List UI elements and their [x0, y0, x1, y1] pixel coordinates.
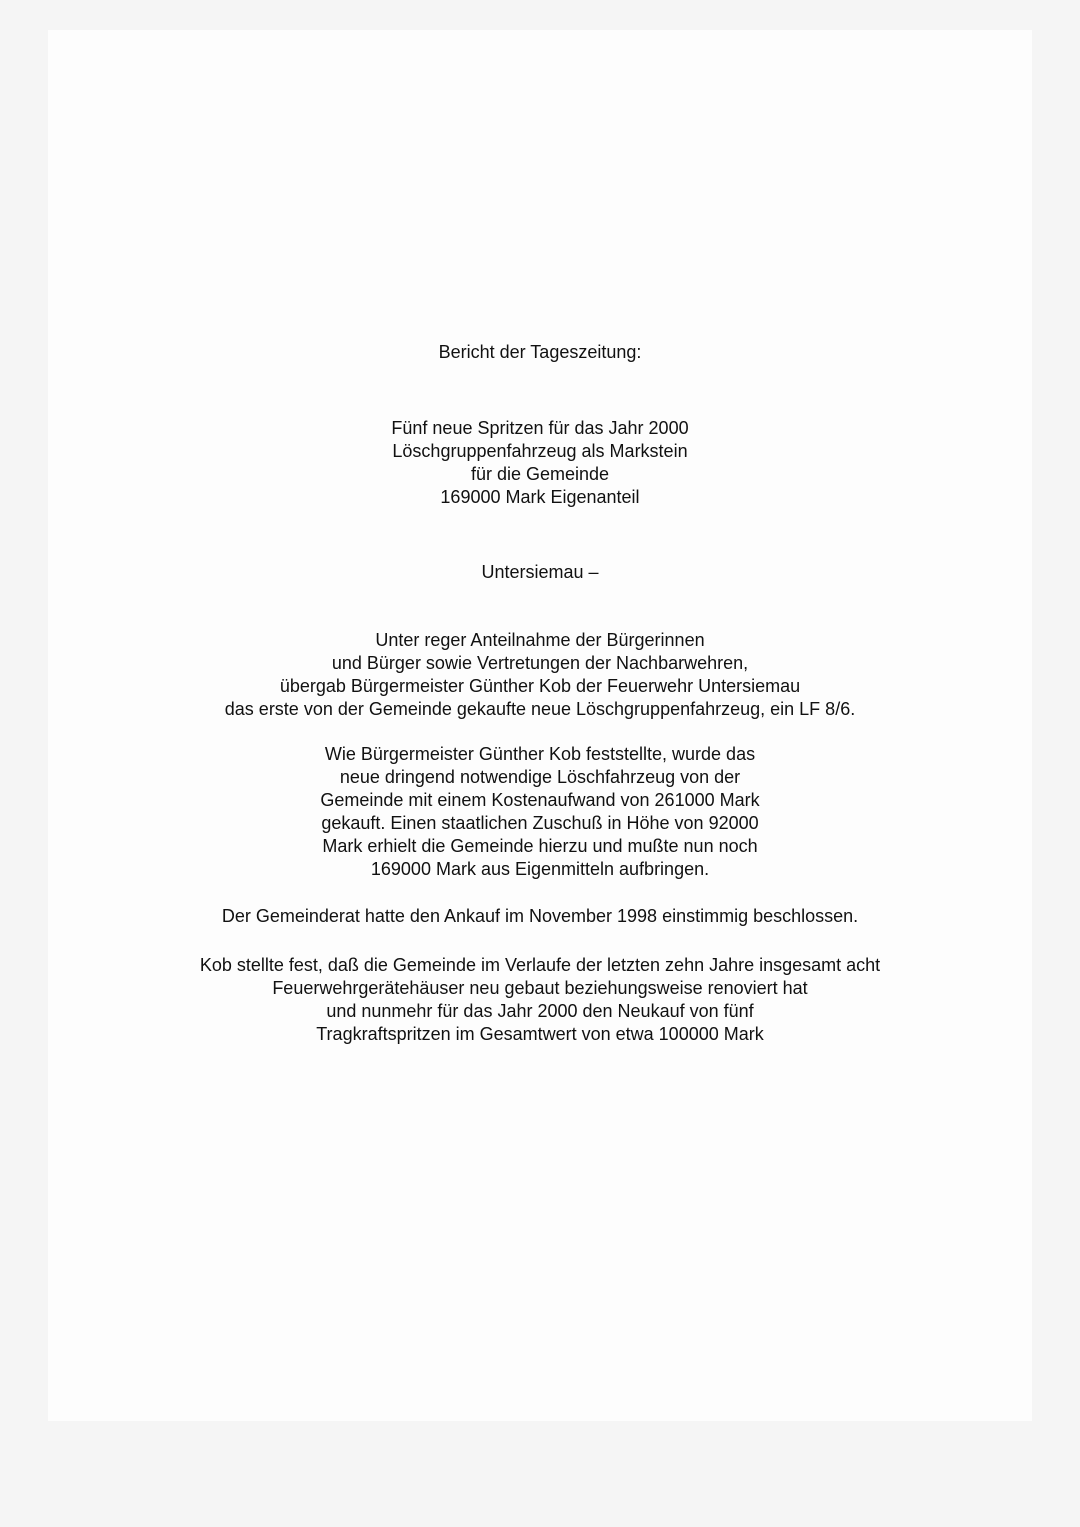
paragraph-line: Mark erhielt die Gemeinde hierzu und mußte nun noch [322, 836, 758, 856]
paragraph-fire-houses [0, 954, 1080, 1046]
paragraph-line: Kob stellte fest, daß die Gemeinde im Verlaufe der letzten zehn Jahre insgesamt acht [199, 955, 881, 975]
headline [0, 417, 1080, 509]
paragraph-council-decision [0, 905, 1080, 928]
paragraph-line: 169000 Mark aus Eigenmitteln aufbringen. [370, 859, 710, 879]
headline-line: 169000 Mark Eigenanteil [440, 487, 640, 507]
paragraph-line: das erste von der Gemeinde gekaufte neue Löschgruppenfahrzeug, ein LF 8/6. [224, 699, 856, 719]
headline-line: für die Gemeinde [470, 464, 610, 484]
paragraph-line: neue dringend notwendige Löschfahrzeug von der [339, 767, 741, 787]
paragraph-line: übergab Bürgermeister Günther Kob der Feuerwehr Untersiemau [279, 676, 801, 696]
paragraph-costs [0, 743, 1080, 881]
report-label-text: Bericht der Tageszeitung: [438, 342, 642, 362]
paragraph-line: und Bürger sowie Vertretungen der Nachbarwehren, [331, 653, 749, 673]
paragraph-handover [0, 629, 1080, 721]
dateline-text: Untersiemau – [481, 562, 599, 582]
paragraph-line: gekauft. Einen staatlichen Zuschuß in Höhe von 92000 [321, 813, 759, 833]
paragraph-line: Tragkraftspritzen im Gesamtwert von etwa 100000 Mark [316, 1024, 764, 1044]
paragraph-line: Wie Bürgermeister Günther Kob feststellte, wurde das [324, 744, 756, 764]
paragraph-line: Der Gemeinderat hatte den Ankauf im November 1998 einstimmig beschlossen. [221, 906, 859, 926]
headline-line: Löschgruppenfahrzeug als Markstein [392, 441, 688, 461]
report-label [0, 341, 1080, 364]
article-content [0, 341, 1080, 1046]
paragraph-line: Unter reger Anteilnahme der Bürgerinnen [375, 630, 705, 650]
paragraph-line: Feuerwehrgerätehäuser neu gebaut beziehungsweise renoviert hat [272, 978, 808, 998]
headline-line: Fünf neue Spritzen für das Jahr 2000 [391, 418, 689, 438]
dateline [0, 561, 1080, 584]
paragraph-line: und nunmehr für das Jahr 2000 den Neukauf von fünf [326, 1001, 754, 1021]
paragraph-line: Gemeinde mit einem Kostenaufwand von 261000 Mark [320, 790, 760, 810]
